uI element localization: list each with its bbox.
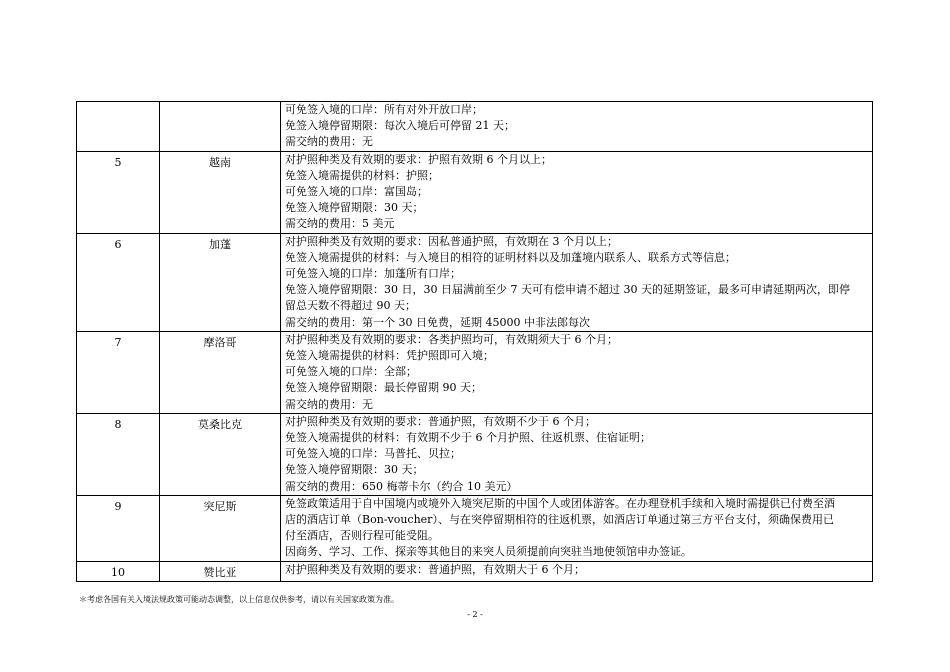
policy-line: 可免签入境的口岸：全部； <box>285 365 417 379</box>
policy-line: 留总天数不得超过 90 天； <box>285 299 416 313</box>
policy-line: 免签入境停留期限：30 天； <box>285 201 424 215</box>
country-cell <box>160 151 281 233</box>
table-row <box>77 413 873 495</box>
table-row <box>77 151 873 233</box>
policy-line: 免签入境停留期限：30 日，30 日届满前至少 7 天可有偿申请不超过 30 天的延期签证，最多可申请延期两次，即停 <box>285 283 850 297</box>
policy-detail-cell <box>281 102 873 152</box>
row-number-cell <box>77 102 160 152</box>
policy-line: 对护照种类及有效期的要求：因私普通护照，有效期在 3 个月以上； <box>285 234 618 248</box>
policy-detail-cell <box>281 413 873 495</box>
policy-line: 免签政策适用于自中国境内或境外入境突尼斯的中国个人或团体游客。在办理登机手续和入境时需提供已付费至酒 <box>285 496 835 510</box>
policy-line: 需交纳的费用：5 美元 <box>285 217 395 231</box>
policy-line: 需交纳的费用：无 <box>285 397 373 411</box>
country-cell <box>160 102 281 152</box>
policy-line: 免签入境需提供的材料：与入境目的相符的证明材料以及加蓬境内联系人、联系方式等信息； <box>285 250 736 264</box>
policy-line: 免签入境停留期限：30 天； <box>285 463 424 477</box>
row-number: 10 <box>111 565 125 579</box>
country-name: 越南 <box>209 155 231 169</box>
country-name: 突尼斯 <box>203 499 237 513</box>
country-cell <box>160 561 281 581</box>
policy-detail-cell <box>281 495 873 561</box>
country-name <box>160 102 280 105</box>
country-cell <box>160 331 281 413</box>
policy-detail-cell <box>281 151 873 233</box>
country-cell <box>160 413 281 495</box>
country-name: 加蓬 <box>209 237 231 251</box>
policy-line: 免签入境停留期限：最长停留期 90 天； <box>285 381 482 395</box>
table-row <box>77 102 873 152</box>
country-name: 赞比亚 <box>203 565 237 579</box>
policy-line: 免签入境需提供的材料：有效期不少于 6 个月护照、往返机票、住宿证明； <box>285 431 651 445</box>
policy-line: 付至酒店，否则行程可能受阻。 <box>285 529 439 543</box>
row-number-cell <box>77 233 160 331</box>
row-number: 6 <box>114 237 122 251</box>
footnote: ＊考虑各国有关入境法规政策可能动态调整，以上信息仅供参考，请以有关国家政策为准。 <box>79 595 399 604</box>
row-number: 5 <box>114 155 122 169</box>
policy-line: 免签入境停留期限：每次入境后可停留 21 天； <box>285 119 515 133</box>
row-number-cell <box>77 561 160 581</box>
row-number: 7 <box>114 335 122 349</box>
row-number-cell <box>77 495 160 561</box>
policy-detail-cell <box>281 233 873 331</box>
policy-line: 可免签入境的口岸：加蓬所有口岸； <box>285 267 461 281</box>
policy-line: 需交纳的费用：无 <box>285 135 373 149</box>
policy-line: 可免签入境的口岸：富国岛； <box>285 185 428 199</box>
page-number: - 2 - <box>467 610 483 619</box>
policy-line: 对护照种类及有效期的要求：护照有效期 6 个月以上； <box>285 152 552 166</box>
country-cell <box>160 233 281 331</box>
table-row <box>77 233 873 331</box>
policy-line: 对护照种类及有效期的要求：普通护照，有效期大于 6 个月； <box>285 562 585 576</box>
country-name: 莫桑比克 <box>198 417 242 431</box>
country-cell <box>160 495 281 561</box>
policy-line: 因商务、学习、工作、探亲等其他目的来突人员须提前向突驻当地使领馆申办签证。 <box>285 545 692 559</box>
policy-line: 店的酒店订单（Bon-voucher）、与在突停留期相符的往返机票，如酒店订单通过第三方平台支付，须确保费用已 <box>285 513 834 527</box>
policy-line: 需交纳的费用：650 梅蒂卡尔（约合 10 美元） <box>285 479 518 493</box>
table-row <box>77 561 873 581</box>
policy-line: 免签入境需提供的材料：护照； <box>285 168 439 182</box>
policy-line: 免签入境需提供的材料：凭护照即可入境； <box>285 349 494 363</box>
table-body <box>77 102 873 582</box>
policy-line: 需交纳的费用：第一个 30 日免费，延期 45000 中非法郎每次 <box>285 315 590 329</box>
row-number-cell <box>77 331 160 413</box>
row-number-cell <box>77 151 160 233</box>
row-number: 9 <box>114 499 122 513</box>
row-number-cell <box>77 413 160 495</box>
table-row <box>77 495 873 561</box>
row-number <box>77 102 159 105</box>
policy-line: 可免签入境的口岸：马普托、贝拉； <box>285 447 461 461</box>
policy-line: 对护照种类及有效期的要求：普通护照，有效期不少于 6 个月； <box>285 414 596 428</box>
policy-line: 对护照种类及有效期的要求：各类护照均可，有效期须大于 6 个月； <box>285 332 618 346</box>
policy-line: 可免签入境的口岸：所有对外开放口岸； <box>285 103 483 116</box>
country-name: 摩洛哥 <box>203 335 237 349</box>
policy-detail-cell <box>281 561 873 581</box>
row-number: 8 <box>114 417 122 431</box>
table-row <box>77 331 873 413</box>
policy-detail-cell <box>281 331 873 413</box>
visa-exemption-table <box>76 101 873 582</box>
